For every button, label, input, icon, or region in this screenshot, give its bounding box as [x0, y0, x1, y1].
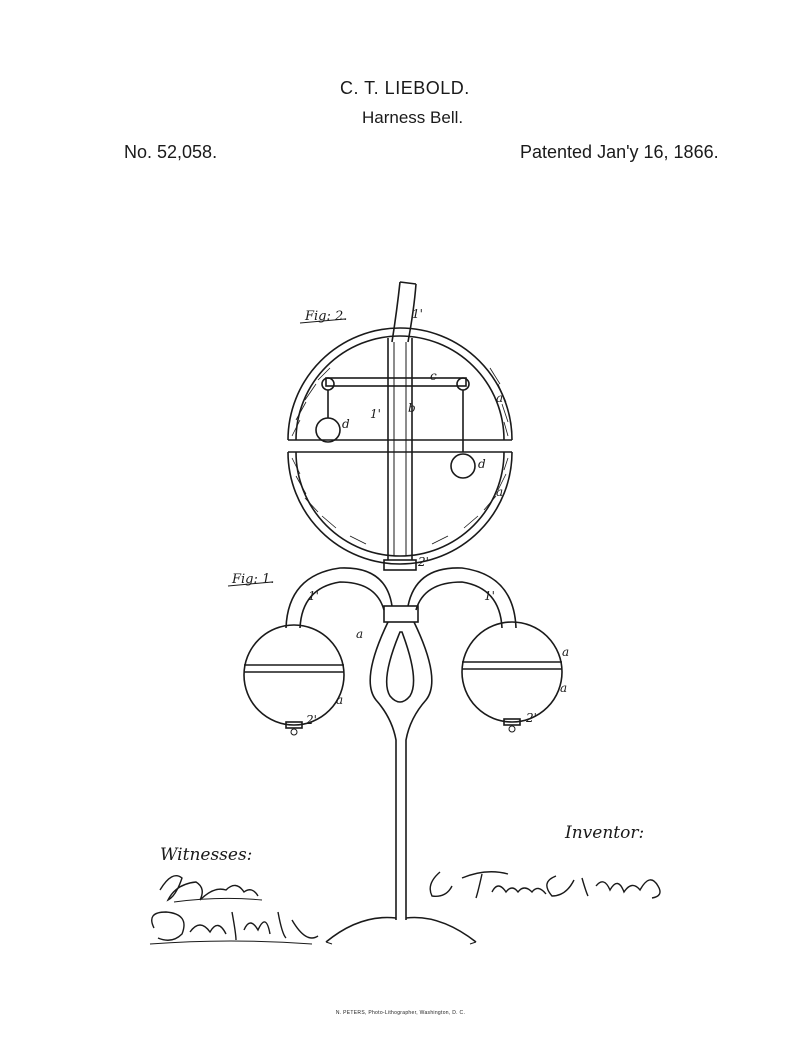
label-stem-top: 1' — [412, 307, 423, 321]
label-right-bell-bottom: a — [560, 681, 568, 695]
left-bell-knob — [291, 729, 297, 735]
label-nut-fig2: 2' — [418, 555, 429, 569]
body-left-outer — [370, 622, 396, 920]
left-bell — [244, 625, 344, 725]
pivot-left — [322, 378, 334, 390]
arm-right-outer — [408, 568, 516, 628]
label-arm-left: 1' — [308, 589, 319, 603]
clapper-left — [316, 418, 340, 442]
label-left-bell-bottom: a — [336, 693, 344, 707]
inventor-signature — [430, 872, 660, 898]
cross-bar — [326, 378, 466, 386]
clapper-right — [451, 454, 475, 478]
label-left-bell-top: a — [356, 627, 364, 641]
witnesses-label: Witnesses: — [160, 845, 253, 865]
collar — [384, 606, 418, 622]
witness-1-signature — [160, 876, 262, 902]
pivot-right — [457, 378, 469, 390]
label-clapper-left: d — [342, 417, 350, 431]
arm-left-outer — [286, 568, 392, 628]
fig2-nut — [384, 560, 416, 570]
label-shell-upper: a — [496, 391, 504, 405]
patent-date: Patented Jan'y 16, 1866. — [520, 142, 719, 162]
label-stem-inner: 1' — [370, 407, 381, 421]
label-shell-lower: a — [496, 485, 504, 499]
fig1-label: Fig: 1. — [232, 572, 275, 587]
label-right-bell-top: a — [562, 645, 570, 659]
patent-number: No. 52,058. — [124, 142, 218, 162]
body-right-outer — [406, 622, 432, 920]
label-nut-left: 2' — [306, 713, 317, 727]
label-nut-right: 2' — [526, 711, 537, 725]
right-bell-knob — [509, 726, 515, 732]
label-clapper-right: d — [478, 457, 486, 471]
shell-hatching — [292, 368, 508, 544]
inventor-name: C. T. LIEBOLD. — [340, 78, 470, 98]
inventor-label: Inventor: — [565, 823, 645, 843]
invention-title: Harness Bell. — [362, 108, 464, 127]
base-ends — [326, 942, 476, 944]
right-bell — [462, 622, 562, 722]
base-curve — [326, 918, 476, 943]
upper-bell-shell-inner — [296, 336, 504, 440]
footer-credit: N. PETERS, Photo-Lithographer, Washington, D. C. — [335, 1010, 466, 1016]
label-tube: b — [408, 401, 416, 415]
body-loop — [387, 632, 414, 702]
lower-bell-shell-inner — [296, 452, 504, 556]
label-cross-bar: c — [430, 369, 437, 383]
label-arm-right: 1' — [484, 589, 495, 603]
fig2-label: Fig: 2. — [305, 309, 348, 324]
witness-2-signature — [150, 912, 318, 944]
